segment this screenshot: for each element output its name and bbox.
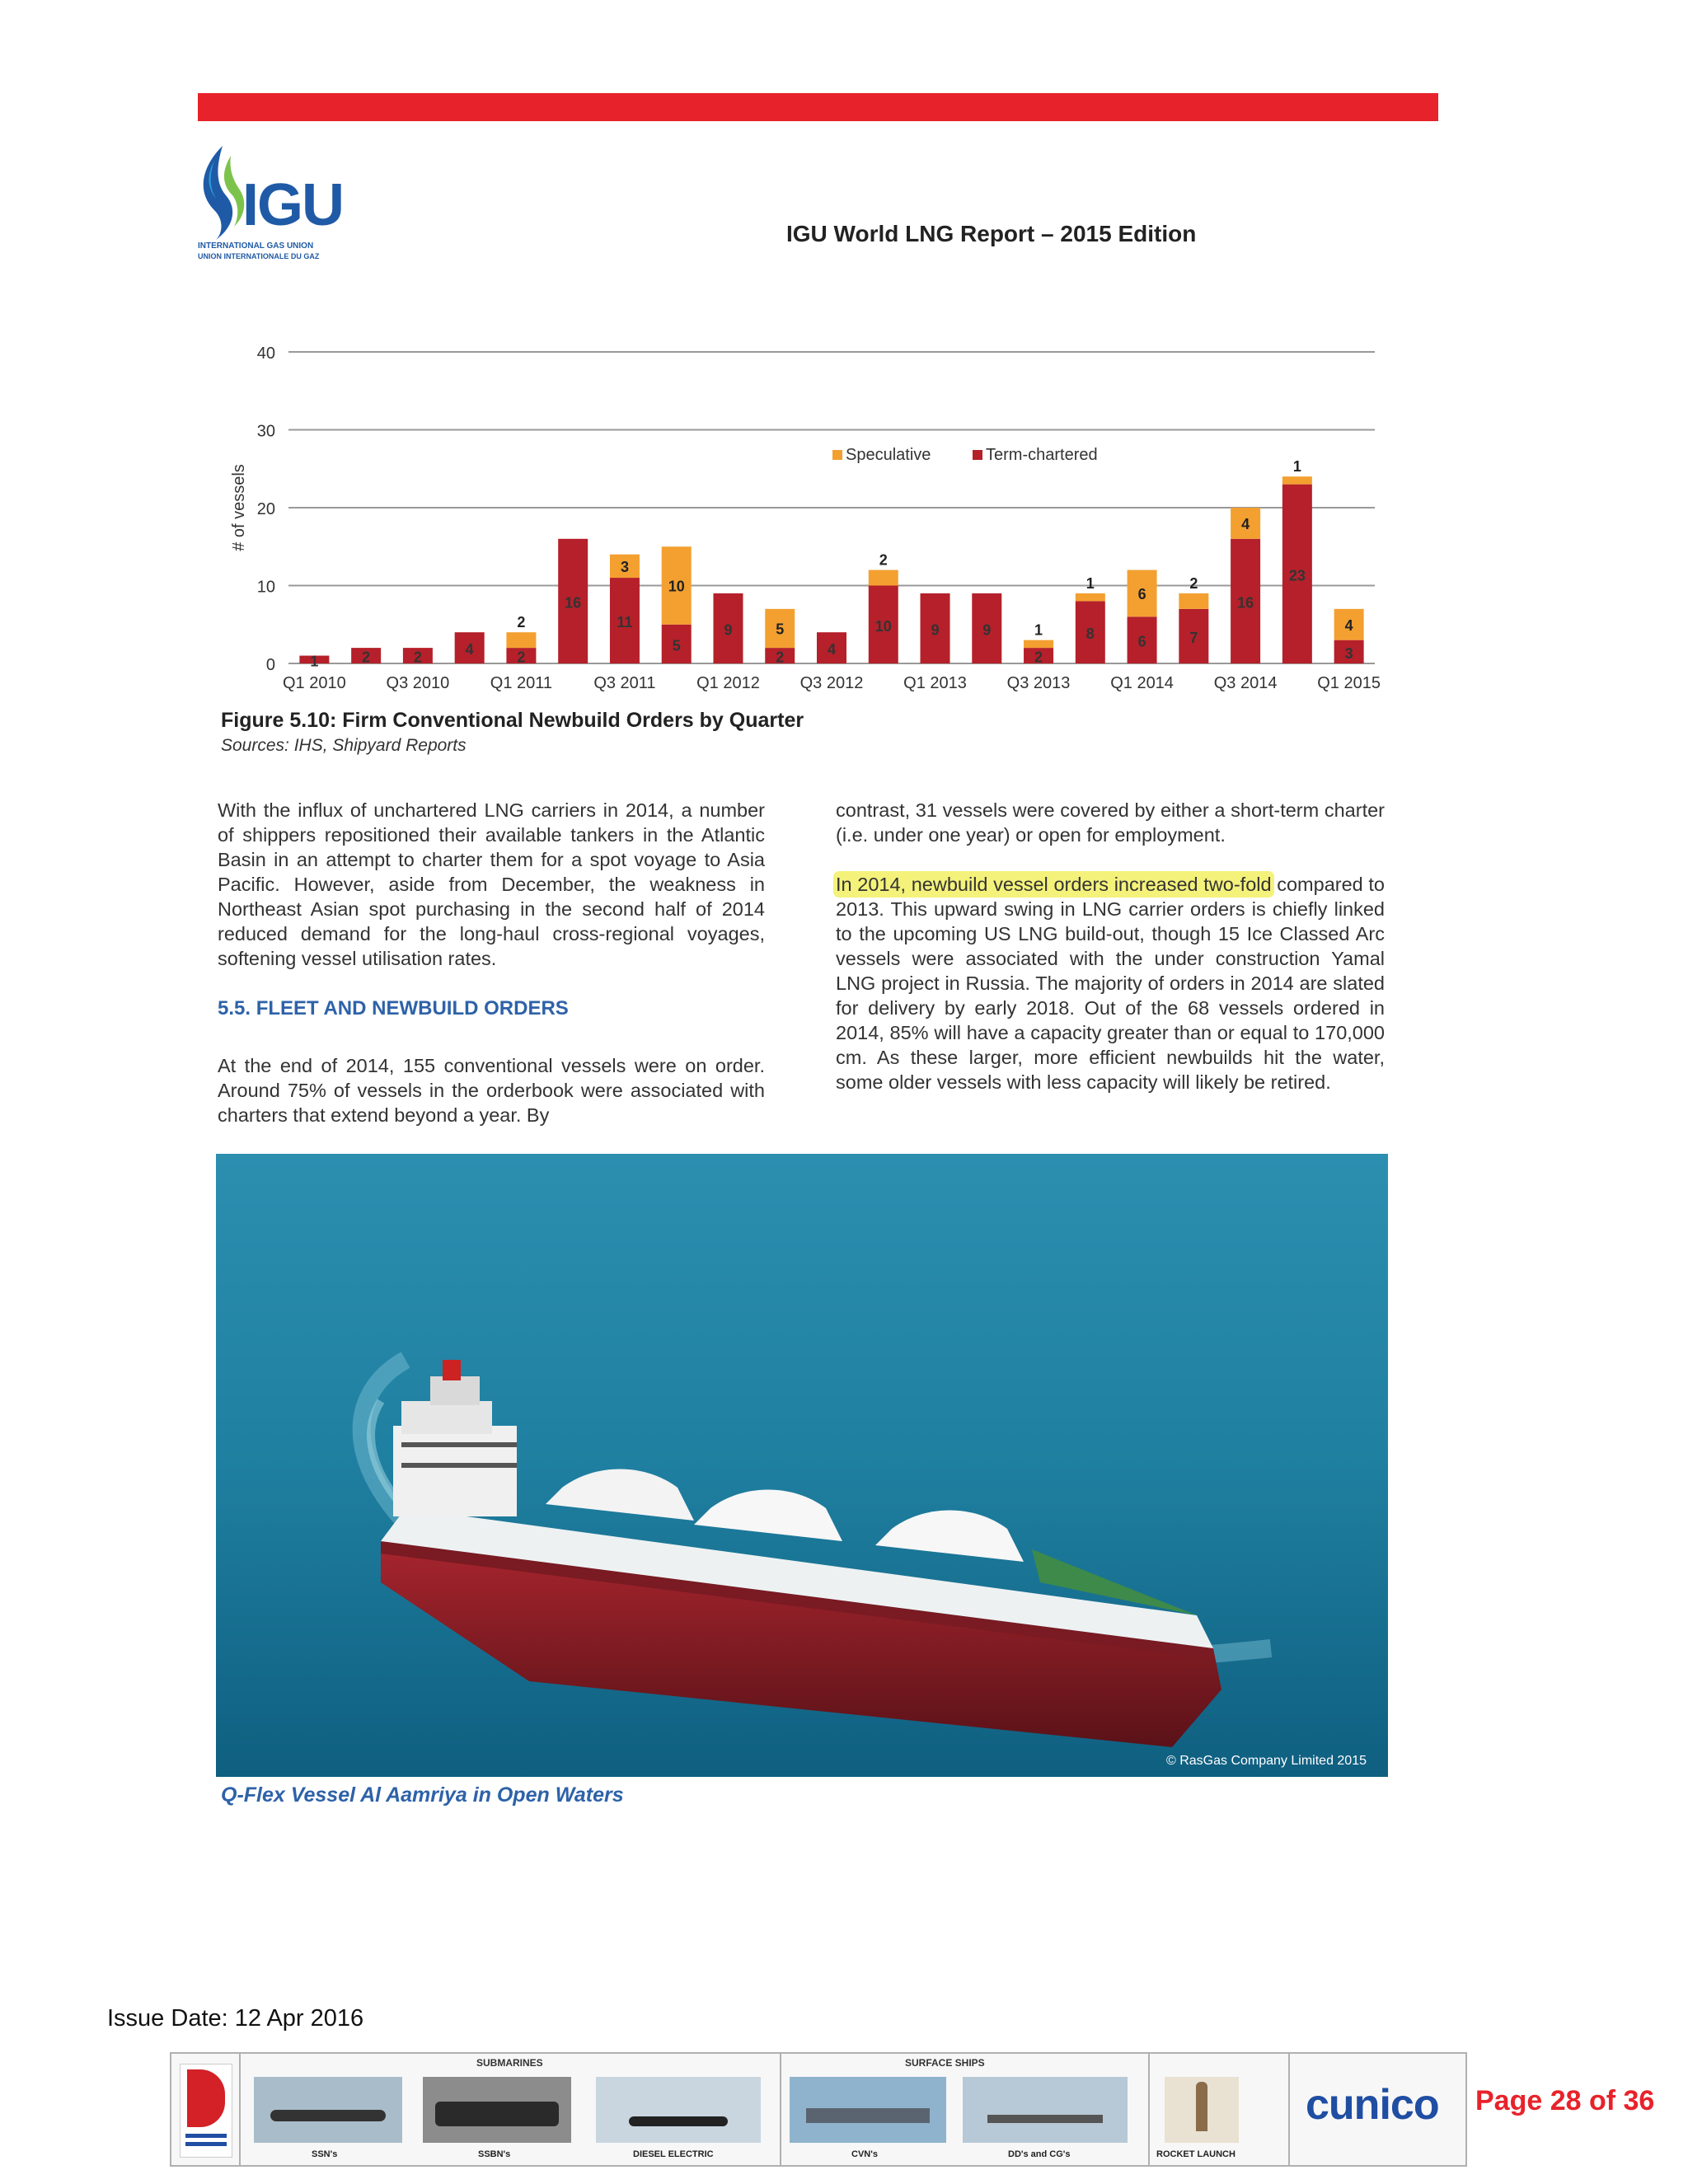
- right-column-continued: [836, 872, 1385, 1094]
- highlighted-text: In 2014, newbuild vessel orders increased two-fold: [836, 874, 1272, 895]
- bar-value-label: 3: [1344, 644, 1353, 662]
- left-column: [218, 798, 765, 971]
- report-title: IGU World LNG Report – 2015 Edition: [786, 221, 1197, 246]
- bar-value-label: 23: [1288, 567, 1306, 584]
- x-tick-label: Q3 2010: [386, 674, 450, 692]
- x-tick-label: Q1 2014: [1110, 674, 1174, 692]
- bar-value-label: 10: [668, 578, 685, 595]
- figure-caption: Figure 5.10: Firm Conventional Newbuild Orders by Quarter: [221, 709, 804, 732]
- paragraph: At the end of 2014, 155 conventional vessels were on order. Around 75% of vessels in the orderbook were associated with charters that extend beyond a year. By: [218, 1055, 765, 1126]
- bar-value-label: 8: [1085, 626, 1095, 643]
- bar-value-label: 1: [1085, 574, 1095, 592]
- y-tick-label: 20: [256, 500, 275, 518]
- divider: [780, 2054, 781, 2165]
- bar-value-label: 9: [724, 621, 733, 639]
- bar-speculative: [869, 570, 898, 586]
- x-tick-label: Q1 2011: [490, 674, 553, 692]
- flame-icon: [191, 144, 249, 241]
- left-column-continued: [218, 1053, 765, 1127]
- bar-value-label: 2: [362, 649, 371, 666]
- bar-value-label: 2: [776, 649, 785, 666]
- banner-label-diesel-electric: DIESEL ELECTRIC: [633, 2149, 714, 2159]
- paragraph: contrast, 31 vessels were covered by either a short-term charter (i.e. under one year) or open for employment.: [836, 799, 1385, 846]
- y-tick-label: 0: [265, 656, 275, 674]
- legend-swatch-speculative: [832, 450, 842, 460]
- banner-label-ssbn: SSBN's: [478, 2149, 511, 2159]
- paragraph: With the influx of unchartered LNG carriers in 2014, a number of shippers repositioned their available tankers in the Atlantic Basin in an attempt to charter them for a spot voyage to Asia Pacific. However, aside from December, the weakness in Northeast Asian spot purchasing in the second half of 2014 reduced demand for the long-haul cross-regional voyages, softening vessel utilisation rates.: [218, 799, 765, 969]
- dynamic-controls-logo: [180, 2064, 232, 2158]
- bar-value-label: 5: [672, 637, 681, 654]
- bar-value-label: 16: [1237, 594, 1254, 612]
- logo-subtitle-en: INTERNATIONAL GAS UNION: [198, 241, 314, 251]
- bar-speculative: [506, 632, 536, 648]
- ssn-image: [254, 2077, 402, 2143]
- rocket-launch-image: [1165, 2077, 1239, 2143]
- cunico-logo: cunico: [1306, 2081, 1439, 2129]
- figure-source: Sources: IHS, Shipyard Reports: [221, 736, 467, 755]
- bar-value-label: 5: [776, 621, 785, 638]
- x-tick-label: Q3 2011: [593, 674, 656, 692]
- bar-value-label: 11: [617, 614, 633, 631]
- divider: [239, 2054, 241, 2165]
- bar-value-label: 6: [1137, 633, 1146, 650]
- bar-value-label: 2: [413, 649, 422, 666]
- y-tick-label: 10: [256, 578, 275, 597]
- bar-value-label: 2: [879, 551, 888, 569]
- bar-value-label: 2: [1189, 574, 1198, 592]
- banner-label-rocket-launch: ROCKET LAUNCH: [1156, 2149, 1236, 2159]
- diesel-electric-image: [596, 2077, 761, 2143]
- bar-value-label: 1: [310, 653, 319, 670]
- vessel-photo: [216, 1154, 1388, 1777]
- bar-value-label: 9: [982, 621, 992, 639]
- ssbn-image: [423, 2077, 571, 2143]
- photo-caption: Q-Flex Vessel Al Aamriya in Open Waters: [221, 1783, 624, 1807]
- right-column: [836, 798, 1385, 847]
- bar-value-label: 1: [1034, 621, 1043, 639]
- bar-value-label: 2: [517, 649, 526, 666]
- page-number: Page 28 of 36: [1475, 2085, 1655, 2116]
- lng-carrier-image: [216, 1154, 1388, 1777]
- destroyer-image: [963, 2077, 1128, 2143]
- banner-label-cvn: CVN's: [851, 2149, 878, 2159]
- banner-label-dd-cg: DD's and CG's: [1008, 2149, 1071, 2159]
- bar-value-label: 2: [517, 614, 526, 631]
- bar-value-label: 4: [1344, 616, 1353, 634]
- group-label-submarines: SUBMARINES: [476, 2057, 543, 2069]
- banner-label-ssn: SSN's: [312, 2149, 338, 2159]
- bar-value-label: 9: [931, 621, 940, 639]
- divider: [1148, 2054, 1150, 2165]
- divider: [1288, 2054, 1290, 2165]
- bar-value-label: 6: [1137, 585, 1146, 602]
- bar-value-label: 2: [1034, 649, 1043, 666]
- bar-value-label: 4: [827, 641, 837, 658]
- igu-logo: [191, 144, 356, 264]
- issue-date: Issue Date: 12 Apr 2016: [107, 2005, 364, 2032]
- x-tick-label: Q3 2013: [1006, 674, 1071, 692]
- bar-value-label: 1: [1292, 458, 1301, 476]
- bar-value-label: 7: [1189, 629, 1198, 646]
- logo-subtitle-fr: UNION INTERNATIONALE DU GAZ: [198, 252, 320, 260]
- bar-value-label: 3: [620, 558, 629, 575]
- y-tick-label: 40: [256, 344, 275, 363]
- x-tick-label: Q1 2010: [283, 674, 346, 692]
- bar-speculative: [1179, 593, 1208, 609]
- bar-value-label: 4: [465, 641, 474, 658]
- header-red-bar: [198, 93, 1438, 121]
- section-heading: 5.5. FLEET AND NEWBUILD ORDERS: [218, 997, 569, 1019]
- bar-speculative: [1282, 476, 1312, 484]
- x-tick-label: Q3 2012: [799, 674, 864, 692]
- bar-value-label: 10: [874, 617, 892, 635]
- x-tick-label: Q1 2012: [696, 674, 760, 692]
- bar-value-label: 16: [565, 594, 582, 612]
- paragraph: [836, 872, 1385, 1094]
- y-tick-label: 30: [256, 422, 275, 441]
- paragraph-text: compared to 2013. This upward swing in LNG carrier orders is chiefly linked to the upcoming US LNG build-out, though 15 Ice Classed Arc vessels were associated with the under construction Yamal LNG project in Russia. The majority of orders in 2014 are slated for delivery by early 2018. Out of the 68 vessels ordered in 2014, 85% will have a capacity greater than or equal to 170,000 cm. As these larger, more efficient newbuilds hit the water, some older vessels with less capacity will likely be retired.: [836, 874, 1385, 1093]
- legend-swatch-term-chartered: [973, 450, 982, 460]
- chart-svg: [223, 334, 1393, 705]
- y-axis-label: # of vessels: [230, 464, 248, 551]
- photo-copyright: © RasGas Company Limited 2015: [1165, 1754, 1367, 1768]
- legend-label-speculative: Speculative: [846, 446, 931, 464]
- bar-speculative: [1024, 640, 1053, 648]
- logo-text: IGU: [242, 172, 344, 238]
- bar-speculative: [1076, 593, 1105, 601]
- group-label-surface-ships: SURFACE SHIPS: [905, 2057, 985, 2069]
- bar-value-label: 4: [1241, 515, 1250, 532]
- cvn-image: [790, 2077, 946, 2143]
- x-tick-label: Q3 2014: [1213, 674, 1278, 692]
- footer-banner: [170, 2052, 1467, 2167]
- x-tick-label: Q1 2015: [1317, 674, 1381, 692]
- x-tick-label: Q1 2013: [903, 674, 967, 692]
- newbuild-orders-chart: [223, 334, 1393, 705]
- legend-label-term-chartered: Term-chartered: [986, 446, 1098, 464]
